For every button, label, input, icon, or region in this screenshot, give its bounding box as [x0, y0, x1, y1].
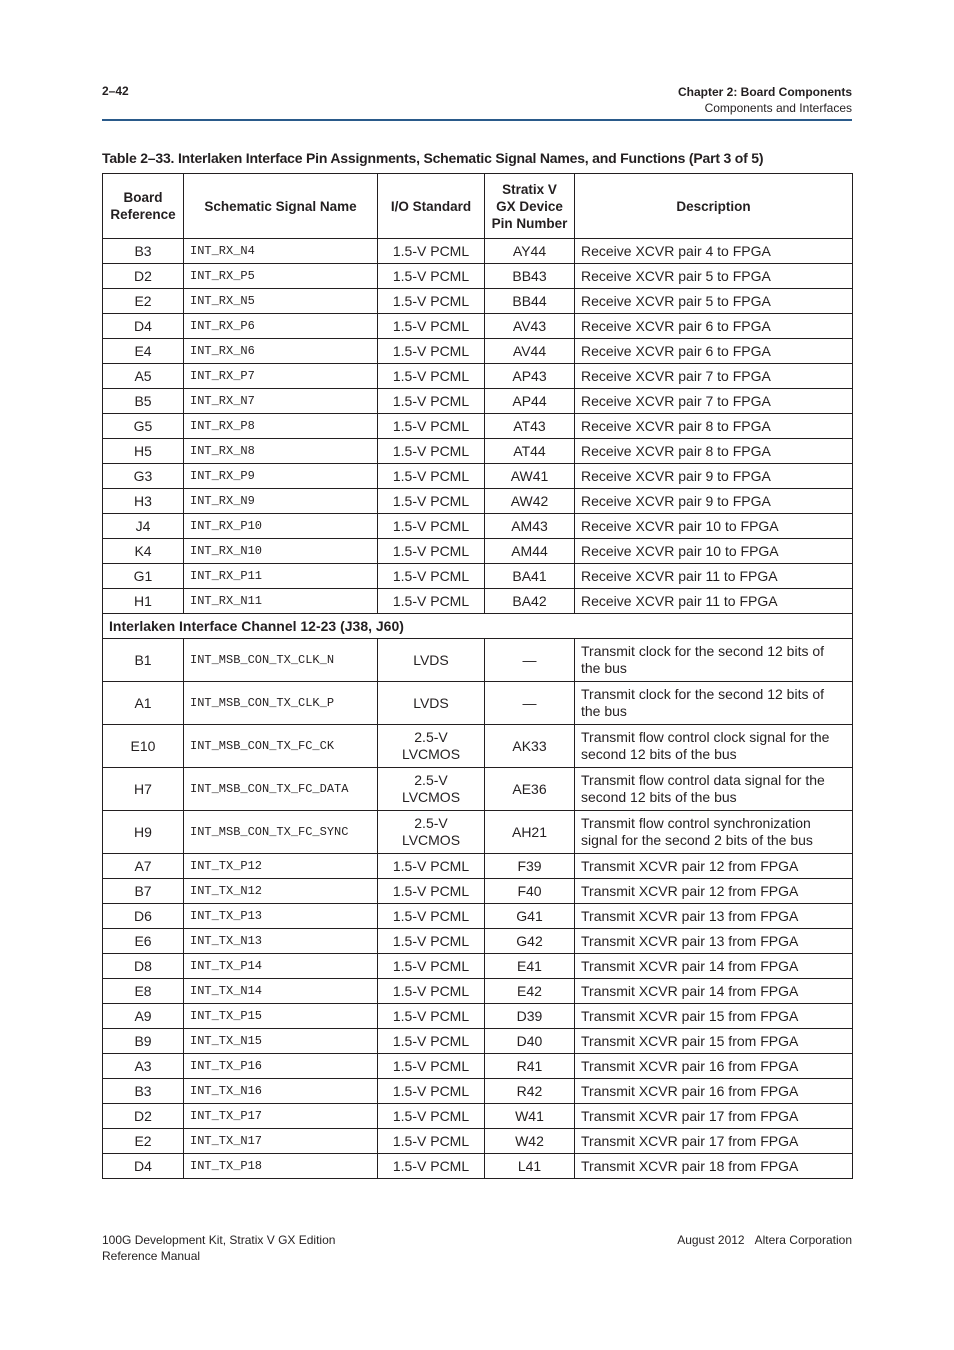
table-row — [103, 854, 853, 879]
board-reference-cell: A1 — [103, 682, 184, 725]
io-standard-cell: 1.5-V PCML — [378, 1104, 485, 1129]
table-row — [103, 439, 853, 464]
table-row — [103, 1129, 853, 1154]
description-cell: Transmit flow control clock signal for the second 12 bits of the bus — [575, 725, 853, 768]
table-row — [103, 389, 853, 414]
board-reference-cell: H1 — [103, 589, 184, 614]
io-standard-cell: 1.5-V PCML — [378, 1154, 485, 1179]
board-reference-cell: E6 — [103, 929, 184, 954]
io-standard-cell: 1.5-V PCML — [378, 929, 485, 954]
table-row — [103, 768, 853, 811]
device-pin-cell: AK33 — [485, 725, 575, 768]
signal-name-cell: INT_RX_P10 — [184, 514, 378, 539]
board-reference-cell: D4 — [103, 314, 184, 339]
board-reference-cell: H5 — [103, 439, 184, 464]
table-row — [103, 414, 853, 439]
board-reference-cell: D4 — [103, 1154, 184, 1179]
signal-name-cell: INT_TX_P18 — [184, 1154, 378, 1179]
board-reference-cell: A9 — [103, 1004, 184, 1029]
description-cell: Transmit XCVR pair 15 from FPGA — [575, 1004, 853, 1029]
signal-name-cell: INT_MSB_CON_TX_FC_DATA — [184, 768, 378, 811]
description-cell: Transmit XCVR pair 12 from FPGA — [575, 854, 853, 879]
board-reference-cell: D2 — [103, 1104, 184, 1129]
description-cell: Transmit XCVR pair 13 from FPGA — [575, 904, 853, 929]
device-pin-cell: E42 — [485, 979, 575, 1004]
description-cell: Receive XCVR pair 7 to FPGA — [575, 389, 853, 414]
signal-name-cell: INT_TX_N14 — [184, 979, 378, 1004]
signal-name-cell: INT_TX_N12 — [184, 879, 378, 904]
board-reference-cell: H3 — [103, 489, 184, 514]
io-standard-cell: 1.5-V PCML — [378, 264, 485, 289]
table-row — [103, 464, 853, 489]
company-name: Altera Corporation — [754, 1233, 852, 1247]
column-header-signal-name: Schematic Signal Name — [184, 174, 378, 239]
column-header-io-standard: I/O Standard — [378, 174, 485, 239]
signal-name-cell: INT_TX_N16 — [184, 1079, 378, 1104]
description-cell: Receive XCVR pair 5 to FPGA — [575, 289, 853, 314]
board-reference-cell: H9 — [103, 811, 184, 854]
device-pin-cell: L41 — [485, 1154, 575, 1179]
device-pin-cell: AT43 — [485, 414, 575, 439]
table-row — [103, 264, 853, 289]
board-reference-cell: A3 — [103, 1054, 184, 1079]
signal-name-cell: INT_RX_N5 — [184, 289, 378, 314]
table-row — [103, 725, 853, 768]
device-pin-cell: BB43 — [485, 264, 575, 289]
signal-name-cell: INT_RX_P9 — [184, 464, 378, 489]
description-cell: Transmit clock for the second 12 bits of the bus — [575, 639, 853, 682]
io-standard-cell: 1.5-V PCML — [378, 389, 485, 414]
io-standard-cell: 1.5-V PCML — [378, 464, 485, 489]
io-standard-cell: 1.5-V PCML — [378, 1129, 485, 1154]
description-cell: Transmit XCVR pair 14 from FPGA — [575, 979, 853, 1004]
table-row — [103, 314, 853, 339]
board-reference-cell: A7 — [103, 854, 184, 879]
header-rule — [102, 119, 852, 121]
signal-name-cell: INT_TX_P13 — [184, 904, 378, 929]
io-standard-cell: 1.5-V PCML — [378, 364, 485, 389]
io-standard-cell: 1.5-V PCML — [378, 1054, 485, 1079]
signal-name-cell: INT_RX_P8 — [184, 414, 378, 439]
device-pin-cell: BA42 — [485, 589, 575, 614]
section-row — [103, 614, 853, 639]
description-cell: Receive XCVR pair 4 to FPGA — [575, 239, 853, 264]
board-reference-cell: E2 — [103, 1129, 184, 1154]
io-standard-cell: 1.5-V PCML — [378, 539, 485, 564]
column-header-description: Description — [575, 174, 853, 239]
device-pin-cell: G41 — [485, 904, 575, 929]
table-row — [103, 811, 853, 854]
description-cell: Receive XCVR pair 11 to FPGA — [575, 589, 853, 614]
device-pin-cell: — — [485, 639, 575, 682]
board-reference-cell: E8 — [103, 979, 184, 1004]
signal-name-cell: INT_MSB_CON_TX_FC_CK — [184, 725, 378, 768]
publish-date: August 2012 — [677, 1233, 745, 1247]
table-row — [103, 1079, 853, 1104]
column-header-device-pin: Stratix V GX Device Pin Number — [485, 174, 575, 239]
table-row — [103, 1104, 853, 1129]
footer-left — [102, 1232, 335, 1264]
device-pin-cell: R41 — [485, 1054, 575, 1079]
board-reference-cell: H7 — [103, 768, 184, 811]
io-standard-cell: 1.5-V PCML — [378, 339, 485, 364]
io-standard-cell: 1.5-V PCML — [378, 1029, 485, 1054]
io-standard-cell: 1.5-V PCML — [378, 1004, 485, 1029]
board-reference-cell: B1 — [103, 639, 184, 682]
document-title: 100G Development Kit, Stratix V GX Edition — [102, 1233, 336, 1247]
description-cell: Receive XCVR pair 9 to FPGA — [575, 489, 853, 514]
signal-name-cell: INT_TX_N17 — [184, 1129, 378, 1154]
device-pin-cell: BA41 — [485, 564, 575, 589]
description-cell: Transmit XCVR pair 16 from FPGA — [575, 1079, 853, 1104]
board-reference-cell: E2 — [103, 289, 184, 314]
device-pin-cell: AH21 — [485, 811, 575, 854]
device-pin-cell: AW42 — [485, 489, 575, 514]
device-pin-cell: F39 — [485, 854, 575, 879]
io-standard-cell: 2.5-V LVCMOS — [378, 768, 485, 811]
device-pin-cell: R42 — [485, 1079, 575, 1104]
signal-name-cell: INT_RX_N11 — [184, 589, 378, 614]
footer-right — [677, 1232, 852, 1248]
description-cell: Transmit XCVR pair 14 from FPGA — [575, 954, 853, 979]
description-cell: Transmit XCVR pair 17 from FPGA — [575, 1129, 853, 1154]
description-cell: Transmit XCVR pair 18 from FPGA — [575, 1154, 853, 1179]
io-standard-cell: 1.5-V PCML — [378, 904, 485, 929]
description-cell: Transmit XCVR pair 13 from FPGA — [575, 929, 853, 954]
signal-name-cell: INT_TX_P14 — [184, 954, 378, 979]
io-standard-cell: LVDS — [378, 682, 485, 725]
board-reference-cell: J4 — [103, 514, 184, 539]
io-standard-cell: 1.5-V PCML — [378, 414, 485, 439]
board-reference-cell: E4 — [103, 339, 184, 364]
section-title: Components and Interfaces — [704, 101, 852, 115]
signal-name-cell: INT_RX_P6 — [184, 314, 378, 339]
table-row — [103, 1029, 853, 1054]
board-reference-cell: A5 — [103, 364, 184, 389]
device-pin-cell: AP43 — [485, 364, 575, 389]
device-pin-cell: AW41 — [485, 464, 575, 489]
table-row — [103, 879, 853, 904]
table-row — [103, 1004, 853, 1029]
running-header — [678, 84, 852, 116]
io-standard-cell: 1.5-V PCML — [378, 954, 485, 979]
board-reference-cell: D2 — [103, 264, 184, 289]
table-row — [103, 539, 853, 564]
description-cell: Receive XCVR pair 11 to FPGA — [575, 564, 853, 589]
board-reference-cell: D8 — [103, 954, 184, 979]
description-cell: Receive XCVR pair 6 to FPGA — [575, 339, 853, 364]
io-standard-cell: 1.5-V PCML — [378, 589, 485, 614]
device-pin-cell: AT44 — [485, 439, 575, 464]
table-row — [103, 1054, 853, 1079]
description-cell: Receive XCVR pair 10 to FPGA — [575, 539, 853, 564]
io-standard-cell: 1.5-V PCML — [378, 289, 485, 314]
column-header-board-reference: Board Reference — [103, 174, 184, 239]
io-standard-cell: 1.5-V PCML — [378, 854, 485, 879]
chapter-title: Chapter 2: Board Components — [677, 85, 852, 99]
device-pin-cell: AM44 — [485, 539, 575, 564]
signal-name-cell: INT_RX_N10 — [184, 539, 378, 564]
section-heading: Interlaken Interface Channel 12-23 (J38, J60) — [103, 614, 853, 639]
signal-name-cell: INT_RX_P7 — [184, 364, 378, 389]
io-standard-cell: 1.5-V PCML — [378, 239, 485, 264]
io-standard-cell: 1.5-V PCML — [378, 979, 485, 1004]
board-reference-cell: G3 — [103, 464, 184, 489]
signal-name-cell: INT_RX_P5 — [184, 264, 378, 289]
signal-name-cell: INT_RX_N7 — [184, 389, 378, 414]
board-reference-cell: D6 — [103, 904, 184, 929]
table-row — [103, 954, 853, 979]
device-pin-cell: AY44 — [485, 239, 575, 264]
board-reference-cell: B3 — [103, 1079, 184, 1104]
description-cell: Receive XCVR pair 8 to FPGA — [575, 439, 853, 464]
description-cell: Receive XCVR pair 9 to FPGA — [575, 464, 853, 489]
signal-name-cell: INT_TX_P17 — [184, 1104, 378, 1129]
signal-name-cell: INT_RX_N4 — [184, 239, 378, 264]
io-standard-cell: 1.5-V PCML — [378, 314, 485, 339]
table-row — [103, 289, 853, 314]
device-pin-cell: E41 — [485, 954, 575, 979]
description-cell: Transmit clock for the second 12 bits of the bus — [575, 682, 853, 725]
signal-name-cell: INT_RX_N8 — [184, 439, 378, 464]
io-standard-cell: 2.5-V LVCMOS — [378, 725, 485, 768]
page-number: 2–42 — [102, 84, 129, 98]
description-cell: Receive XCVR pair 6 to FPGA — [575, 314, 853, 339]
table-row — [103, 639, 853, 682]
table-row — [103, 489, 853, 514]
device-pin-cell: W41 — [485, 1104, 575, 1129]
device-pin-cell: W42 — [485, 1129, 575, 1154]
io-standard-cell: 1.5-V PCML — [378, 1079, 485, 1104]
io-standard-cell: 1.5-V PCML — [378, 879, 485, 904]
board-reference-cell: B7 — [103, 879, 184, 904]
board-reference-cell: B9 — [103, 1029, 184, 1054]
board-reference-cell: B3 — [103, 239, 184, 264]
io-standard-cell: 1.5-V PCML — [378, 514, 485, 539]
device-pin-cell: D40 — [485, 1029, 575, 1054]
table-row — [103, 589, 853, 614]
description-cell: Transmit XCVR pair 15 from FPGA — [575, 1029, 853, 1054]
signal-name-cell: INT_RX_P11 — [184, 564, 378, 589]
device-pin-cell: F40 — [485, 879, 575, 904]
signal-name-cell: INT_MSB_CON_TX_FC_SYNC — [184, 811, 378, 854]
device-pin-cell: G42 — [485, 929, 575, 954]
board-reference-cell: G1 — [103, 564, 184, 589]
table-row — [103, 364, 853, 389]
signal-name-cell: INT_TX_P15 — [184, 1004, 378, 1029]
device-pin-cell: BB44 — [485, 289, 575, 314]
table-row — [103, 339, 853, 364]
signal-name-cell: INT_RX_N6 — [184, 339, 378, 364]
table-header — [103, 174, 853, 239]
board-reference-cell: K4 — [103, 539, 184, 564]
description-cell: Transmit XCVR pair 17 from FPGA — [575, 1104, 853, 1129]
device-pin-cell: AP44 — [485, 389, 575, 414]
description-cell: Receive XCVR pair 5 to FPGA — [575, 264, 853, 289]
description-cell: Transmit XCVR pair 12 from FPGA — [575, 879, 853, 904]
io-standard-cell: 2.5-V LVCMOS — [378, 811, 485, 854]
table-row — [103, 564, 853, 589]
io-standard-cell: LVDS — [378, 639, 485, 682]
device-pin-cell: AV43 — [485, 314, 575, 339]
board-reference-cell: G5 — [103, 414, 184, 439]
table-row — [103, 514, 853, 539]
io-standard-cell: 1.5-V PCML — [378, 564, 485, 589]
board-reference-cell: B5 — [103, 389, 184, 414]
device-pin-cell: D39 — [485, 1004, 575, 1029]
device-pin-cell: AV44 — [485, 339, 575, 364]
table-row — [103, 239, 853, 264]
signal-name-cell: INT_MSB_CON_TX_CLK_N — [184, 639, 378, 682]
signal-name-cell: INT_TX_N15 — [184, 1029, 378, 1054]
signal-name-cell: INT_RX_N9 — [184, 489, 378, 514]
description-cell: Receive XCVR pair 10 to FPGA — [575, 514, 853, 539]
table-row — [103, 929, 853, 954]
device-pin-cell: AE36 — [485, 768, 575, 811]
table-row — [103, 979, 853, 1004]
signal-name-cell: INT_TX_N13 — [184, 929, 378, 954]
device-pin-cell: AM43 — [485, 514, 575, 539]
signal-name-cell: INT_TX_P16 — [184, 1054, 378, 1079]
description-cell: Receive XCVR pair 8 to FPGA — [575, 414, 853, 439]
table-row — [103, 1154, 853, 1179]
pin-assignment-table — [102, 173, 853, 1179]
document-subtitle: Reference Manual — [102, 1249, 201, 1263]
description-cell: Transmit XCVR pair 16 from FPGA — [575, 1054, 853, 1079]
table-caption: Table 2–33. Interlaken Interface Pin Assignments, Schematic Signal Names, and Functions (Part 3 of 5) — [102, 150, 764, 166]
device-pin-cell: — — [485, 682, 575, 725]
table-row — [103, 682, 853, 725]
io-standard-cell: 1.5-V PCML — [378, 489, 485, 514]
description-cell: Receive XCVR pair 7 to FPGA — [575, 364, 853, 389]
board-reference-cell: E10 — [103, 725, 184, 768]
table-body — [103, 239, 853, 1179]
signal-name-cell: INT_TX_P12 — [184, 854, 378, 879]
description-cell: Transmit flow control synchronization signal for the second 2 bits of the bus — [575, 811, 853, 854]
description-cell: Transmit flow control data signal for the second 12 bits of the bus — [575, 768, 853, 811]
signal-name-cell: INT_MSB_CON_TX_CLK_P — [184, 682, 378, 725]
table-row — [103, 904, 853, 929]
io-standard-cell: 1.5-V PCML — [378, 439, 485, 464]
